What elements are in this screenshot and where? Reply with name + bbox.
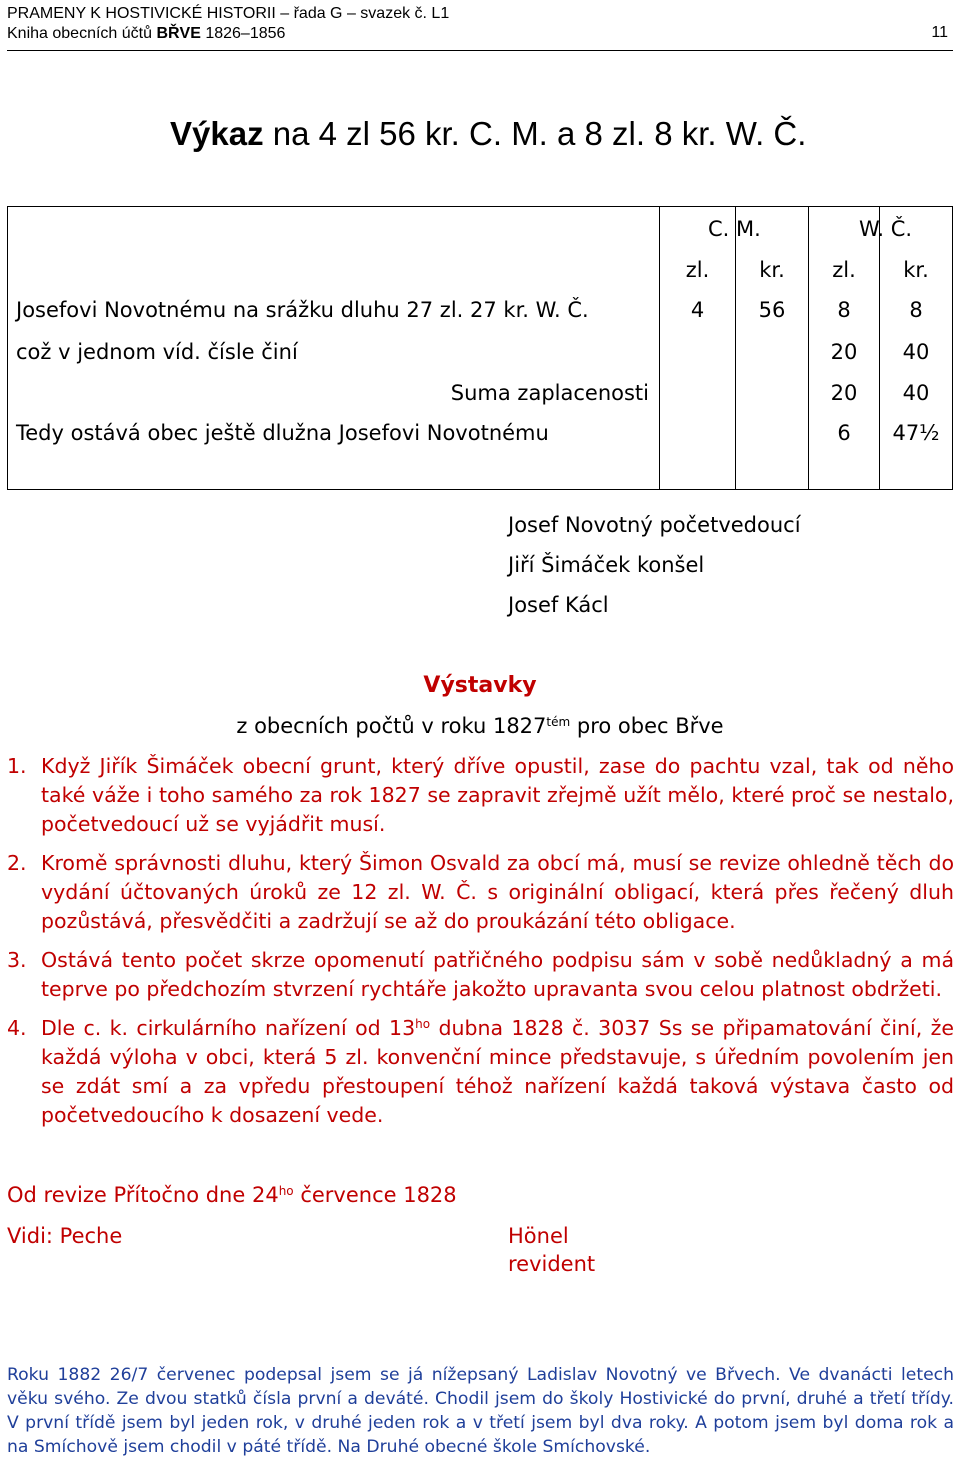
column-divider [659, 207, 660, 489]
page-title [170, 112, 806, 156]
book-village: BŘVE [156, 25, 201, 42]
footnote-paragraph: Roku 1882 26/7 červenec podepsal jsem se já nížepsaný Ladislav Novotný ve Břvech. Ve dvanácti letech věku svého. Ze dvou statků čísla první a deváté. Chodil jsem do školy Hostivické do první, druhé a třetí třídy. V první třídě jsem byl jeden rok, v druhé jeden rok a v třetí jsem byl dva roky. A potom jsem byl doma rok a na Smíchově jsem chodil v páté třídě. Na Druhé obecné škole Smíchovské. [7, 1365, 954, 1457]
currency-wc: W. Č. [859, 217, 913, 241]
signature-line: Josef Novotný početvedoucí [508, 513, 801, 537]
title-bold: Výkaz [170, 115, 264, 152]
subtitle-superscript: tém [546, 715, 571, 729]
item-text: Ostává tento počet skrze opomenutí patřičného podpisu sám v sobě nedůkladný a má teprve po předchozím stvrzení rychtáře jakožto upravanta svou celou platnost obdržeti. [41, 948, 954, 1001]
subtitle-text: z obecních počtů v roku 1827 [236, 714, 547, 738]
item-number: 4. [7, 1016, 27, 1040]
revident-name: Hönel [508, 1224, 569, 1248]
header-divider [7, 50, 953, 51]
cm-kr-value: 56 [758, 298, 786, 322]
column-divider [735, 207, 736, 489]
list-item [7, 752, 954, 839]
signature-line: Jiří Šimáček konšel [508, 553, 705, 577]
ledger-row-label: Suma zaplacenosti [450, 381, 649, 405]
revision-line [7, 1180, 457, 1210]
item-superscript: ho [415, 1017, 431, 1031]
title-rest: na 4 zl 56 kr. C. M. a 8 zl. 8 kr. W. Č. [263, 115, 807, 152]
wc-zl-value: 6 [837, 421, 851, 445]
item-number: 2. [7, 851, 27, 875]
ledger-row-label: což v jednom víd. čísle činí [16, 340, 298, 364]
item-text [41, 1014, 954, 1130]
vidi-signature: Vidi: Peche [7, 1224, 123, 1248]
ledger-row-label: Josefovi Novotnému na srážku dluhu 27 zl. 27 kr. W. Č. [16, 298, 589, 322]
book-prefix: Kniha obecních účtů [7, 25, 157, 42]
book-line [7, 24, 285, 44]
section-subtitle [0, 712, 960, 740]
wc-kr-value: 40 [902, 340, 930, 364]
ledger-row-label: Tedy ostává obec ještě dlužna Josefovi Novotnému [16, 421, 549, 445]
wc-kr-value: 47½ [892, 421, 940, 445]
item-text-start: Dle c. k. cirkulárního nařízení od 13 [41, 1016, 416, 1040]
series-line: PRAMENY K HOSTIVICKÉ HISTORII – řada G – svazek č. L1 [7, 5, 450, 22]
subtitle-text-end: pro obec Břve [570, 714, 724, 738]
list-item [7, 849, 954, 936]
unit-cm-zl: zl. [685, 258, 710, 282]
wc-kr-value: 40 [902, 381, 930, 405]
item-text: Kromě správnosti dluhu, který Šimon Osvald za obcí má, musí se revize ohledně těch do vydání účtovaných úroků ze 12 zl. W. Č. s originální obligací, která přes řečený dluh pozůstává, přesvědčiti a zadržují se až do proukázání této obligace. [41, 851, 954, 933]
unit-wc-zl: zl. [832, 258, 856, 282]
wc-kr-value: 8 [909, 298, 923, 322]
revision-superscript: ho [278, 1184, 294, 1198]
page-number: 11 [931, 24, 948, 41]
item-text: Když Jiřík Šimáček obecní grunt, který dříve opustil, zase do pachtu vzal, tak od něho také váže i toho samého za rok 1827 se zapravit zřejmě užít mělo, které proč se nestalo, početvedoucí už se vyjádřit musí. [41, 754, 954, 836]
section-title: Výstavky [423, 673, 537, 698]
revision-text: Od revize Přítočno dne 24 [7, 1183, 279, 1207]
currency-cm: C. M. [708, 217, 761, 241]
signature-line: Josef Kácl [508, 593, 609, 617]
wc-zl-value: 8 [837, 298, 851, 322]
item-number: 1. [7, 754, 27, 778]
revident-role: revident [508, 1252, 596, 1276]
unit-cm-kr: kr. [759, 258, 785, 282]
wc-zl-value: 20 [830, 381, 858, 405]
wc-zl-value: 20 [830, 340, 858, 364]
cm-zl-value: 4 [690, 298, 705, 322]
unit-wc-kr: kr. [903, 258, 929, 282]
ledger-table [7, 206, 953, 490]
item-text-end: dubna 1828 č. 3037 Ss se připamatování činí, že každá výloha v obci, která 5 zl. konvenční mince představuje, s úředním povolením jen se zdát smí a za vpředu přestoupení téhož nařízení každá taková výstava často od početvedoucího k dosazení vede. [41, 1016, 954, 1127]
list-item [7, 1014, 954, 1130]
revision-text-end: července 1828 [293, 1183, 457, 1207]
item-number: 3. [7, 948, 27, 972]
list-item [7, 946, 954, 1004]
book-years: 1826–1856 [200, 25, 286, 42]
